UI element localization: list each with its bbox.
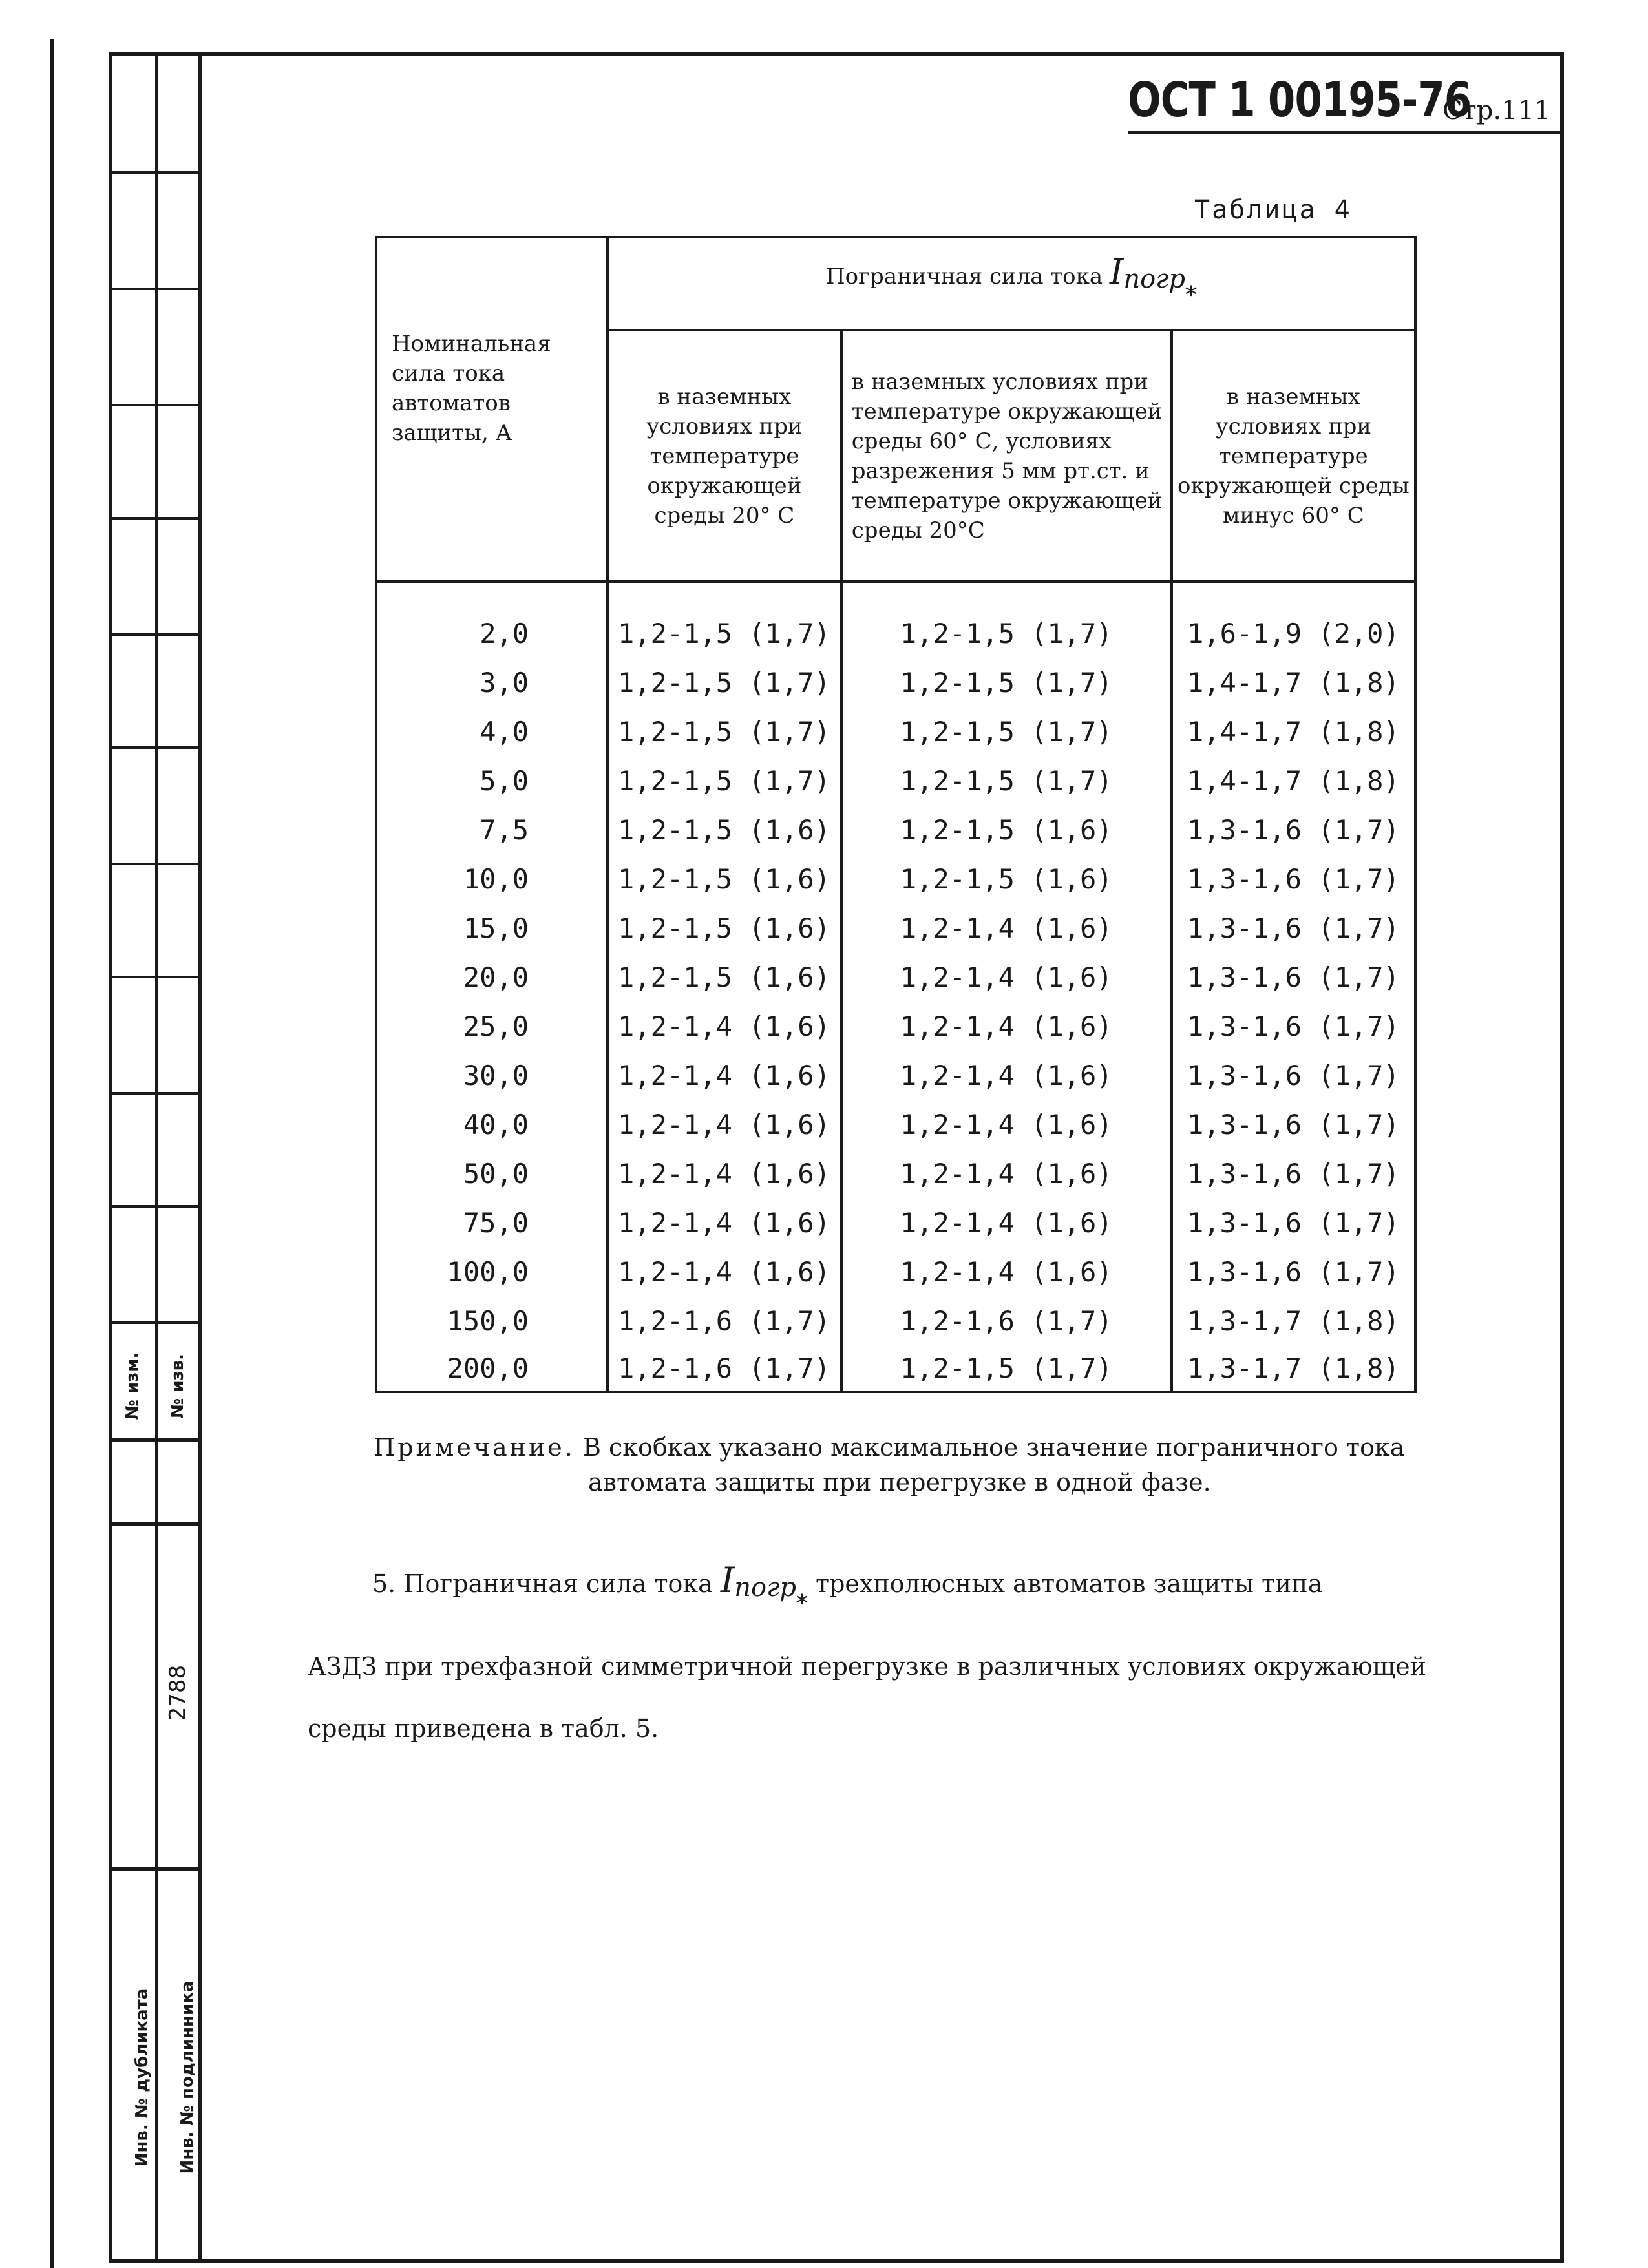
value-minus60c-cell: 1,6-1,9 (2,0)	[1172, 582, 1415, 658]
header-col-minus60c: в наземных условиях при температуре окружающей среды минус 60° С	[1172, 330, 1415, 582]
page-number: Стр.111	[1442, 96, 1551, 125]
stamp-divider	[109, 1205, 199, 1208]
nominal-current-cell: 25,0	[376, 1002, 607, 1051]
nominal-current-cell: 50,0	[376, 1149, 607, 1198]
frame-top-line	[109, 52, 1564, 56]
value-minus60c-cell: 1,3-1,6 (1,7)	[1172, 1051, 1415, 1100]
header-group-text: Пограничная сила тока	[826, 263, 1103, 289]
value-minus60c-cell: 1,4-1,7 (1,8)	[1172, 707, 1415, 756]
value-20c-cell: 1,2-1,6 (1,7)	[607, 1345, 841, 1392]
value-minus60c-cell: 1,3-1,7 (1,8)	[1172, 1296, 1415, 1345]
header-symbol: I	[1109, 251, 1124, 292]
value-minus60c-cell: 1,3-1,6 (1,7)	[1172, 1100, 1415, 1149]
table-row	[376, 1002, 1415, 1051]
value-20c-cell: 1,2-1,5 (1,7)	[607, 582, 841, 658]
table-row	[376, 756, 1415, 805]
stamp-divider	[109, 404, 199, 406]
stamp-divider	[109, 863, 199, 865]
table-row	[376, 805, 1415, 854]
nominal-current-cell: 5,0	[376, 756, 607, 805]
note-label: Примечание.	[374, 1433, 575, 1462]
stamp-divider	[109, 1438, 199, 1442]
nominal-current-cell: 200,0	[376, 1345, 607, 1392]
value-20c-cell: 1,2-1,4 (1,6)	[607, 1247, 841, 1296]
para-symbol: I	[720, 1560, 735, 1601]
header-col-20c: в наземных условиях при температуре окружающей среды 20° С	[607, 330, 841, 582]
value-60c-vacuum-cell: 1,2-1,5 (1,6)	[841, 854, 1172, 903]
para-subscript: погр	[734, 1573, 796, 1602]
value-minus60c-cell: 1,4-1,7 (1,8)	[1172, 756, 1415, 805]
nominal-current-cell: 2,0	[376, 582, 607, 658]
nominal-current-cell: 40,0	[376, 1100, 607, 1149]
stamp-divider	[109, 171, 199, 174]
revision-number-label: № изм.	[123, 1352, 142, 1420]
notice-number-label: № изв.	[168, 1354, 187, 1418]
table-row	[376, 1100, 1415, 1149]
value-minus60c-cell: 1,3-1,6 (1,7)	[1172, 952, 1415, 1002]
frame-bottom-line	[109, 2259, 1564, 2263]
value-60c-vacuum-cell: 1,2-1,6 (1,7)	[841, 1296, 1172, 1345]
value-minus60c-cell: 1,3-1,6 (1,7)	[1172, 903, 1415, 952]
value-60c-vacuum-cell: 1,2-1,4 (1,6)	[841, 1198, 1172, 1247]
current-table	[375, 236, 1417, 1393]
table-row	[376, 854, 1415, 903]
para-line3: среды приведена в табл. 5.	[308, 1714, 659, 1743]
frame-left-line	[109, 52, 112, 2262]
table-row	[376, 903, 1415, 952]
value-60c-vacuum-cell: 1,2-1,5 (1,7)	[841, 1345, 1172, 1392]
table-caption: Таблица 4	[1194, 195, 1352, 225]
table-row	[376, 658, 1415, 707]
nominal-current-cell: 15,0	[376, 903, 607, 952]
value-60c-vacuum-cell: 1,2-1,4 (1,6)	[841, 1247, 1172, 1296]
nominal-current-cell: 75,0	[376, 1198, 607, 1247]
nominal-current-cell: 30,0	[376, 1051, 607, 1100]
table-row	[376, 707, 1415, 756]
value-minus60c-cell: 1,3-1,6 (1,7)	[1172, 1198, 1415, 1247]
para-lead: 5. Пограничная сила тока	[372, 1570, 713, 1598]
value-20c-cell: 1,2-1,5 (1,6)	[607, 805, 841, 854]
header-star: *	[1185, 282, 1197, 309]
note-text-line2: автомата защиты при перегрузке в одной фазе.	[588, 1468, 1211, 1496]
value-20c-cell: 1,2-1,5 (1,6)	[607, 903, 841, 952]
document-code: ОСТ 1 00195-76	[1128, 72, 1472, 128]
header-nominal-current: Номинальная сила тока автоматов защиты, А	[376, 237, 607, 582]
value-60c-vacuum-cell: 1,2-1,4 (1,6)	[841, 1149, 1172, 1198]
value-20c-cell: 1,2-1,4 (1,6)	[607, 1002, 841, 1051]
value-minus60c-cell: 1,3-1,6 (1,7)	[1172, 1247, 1415, 1296]
value-minus60c-cell: 1,3-1,6 (1,7)	[1172, 1149, 1415, 1198]
stamp-divider	[109, 1321, 199, 1324]
table-row	[376, 1247, 1415, 1296]
value-60c-vacuum-cell: 1,2-1,5 (1,7)	[841, 658, 1172, 707]
value-20c-cell: 1,2-1,4 (1,6)	[607, 1149, 841, 1198]
value-60c-vacuum-cell: 1,2-1,5 (1,7)	[841, 756, 1172, 805]
para-star: *	[796, 1591, 808, 1617]
header-boundary-current	[607, 237, 1415, 330]
nominal-current-cell: 10,0	[376, 854, 607, 903]
value-20c-cell: 1,2-1,4 (1,6)	[607, 1051, 841, 1100]
value-20c-cell: 1,2-1,5 (1,7)	[607, 658, 841, 707]
nominal-current-cell: 20,0	[376, 952, 607, 1002]
stamp-divider	[109, 633, 199, 636]
value-20c-cell: 1,2-1,6 (1,7)	[607, 1296, 841, 1345]
value-60c-vacuum-cell: 1,2-1,5 (1,7)	[841, 707, 1172, 756]
value-minus60c-cell: 1,4-1,7 (1,8)	[1172, 658, 1415, 707]
value-60c-vacuum-cell: 1,2-1,4 (1,6)	[841, 1100, 1172, 1149]
value-20c-cell: 1,2-1,4 (1,6)	[607, 1198, 841, 1247]
value-20c-cell: 1,2-1,4 (1,6)	[607, 1100, 841, 1149]
nominal-current-cell: 150,0	[376, 1296, 607, 1345]
stamp-divider	[109, 746, 199, 749]
value-60c-vacuum-cell: 1,2-1,4 (1,6)	[841, 1002, 1172, 1051]
table-row	[376, 1198, 1415, 1247]
table-row	[376, 582, 1415, 658]
stamp-column-divider	[155, 52, 158, 2262]
nominal-current-cell: 100,0	[376, 1247, 607, 1296]
note-text: В скобках указано максимальное значение пограничного тока	[582, 1433, 1405, 1462]
header-subscript: погр	[1123, 264, 1185, 294]
stamp-divider	[109, 1867, 199, 1871]
value-minus60c-cell: 1,3-1,6 (1,7)	[1172, 805, 1415, 854]
para-rest1: трехполюсных автоматов защиты типа	[816, 1570, 1323, 1598]
frame-right-line	[1560, 52, 1564, 2262]
original-inventory-label: Инв. № подлинника	[178, 1980, 197, 2174]
para-line2: АЗДЗ при трехфазной симметричной перегрузке в различных условиях окружающей	[308, 1652, 1426, 1681]
stamp-divider	[109, 288, 199, 290]
stamp-divider	[109, 1522, 199, 1526]
table-row	[376, 1296, 1415, 1345]
value-minus60c-cell: 1,3-1,7 (1,8)	[1172, 1345, 1415, 1392]
page-left-edge-line	[50, 39, 54, 2268]
value-60c-vacuum-cell: 1,2-1,4 (1,6)	[841, 952, 1172, 1002]
paragraph-5	[308, 1549, 1471, 1759]
value-20c-cell: 1,2-1,5 (1,7)	[607, 707, 841, 756]
frame-inner-left-line	[198, 52, 202, 2262]
stamp-divider	[109, 976, 199, 978]
table-row	[376, 1149, 1415, 1198]
stamp-divider	[109, 517, 199, 520]
value-minus60c-cell: 1,3-1,6 (1,7)	[1172, 854, 1415, 903]
value-60c-vacuum-cell: 1,2-1,4 (1,6)	[841, 1051, 1172, 1100]
duplicate-inventory-label: Инв. № дубликата	[132, 1988, 152, 2167]
table-row	[376, 1051, 1415, 1100]
table-body	[376, 582, 1415, 1392]
stamp-divider	[109, 1092, 199, 1095]
header-underline	[1128, 131, 1561, 134]
table-row	[376, 952, 1415, 1002]
value-60c-vacuum-cell: 1,2-1,5 (1,6)	[841, 805, 1172, 854]
inventory-number: 2788	[165, 1664, 191, 1721]
nominal-current-cell: 3,0	[376, 658, 607, 707]
header-col-60c-vacuum: в наземных условиях при температуре окружающей среды 60° С, условиях разрежения 5 мм рт.ст. и температуре окружающей среды 20°С	[841, 330, 1172, 582]
table-note	[374, 1430, 1472, 1500]
nominal-current-cell: 4,0	[376, 707, 607, 756]
nominal-current-cell: 7,5	[376, 805, 607, 854]
value-20c-cell: 1,2-1,5 (1,7)	[607, 756, 841, 805]
value-minus60c-cell: 1,3-1,6 (1,7)	[1172, 1002, 1415, 1051]
table-row	[376, 1345, 1415, 1392]
value-20c-cell: 1,2-1,5 (1,6)	[607, 952, 841, 1002]
value-20c-cell: 1,2-1,5 (1,6)	[607, 854, 841, 903]
value-60c-vacuum-cell: 1,2-1,4 (1,6)	[841, 903, 1172, 952]
value-60c-vacuum-cell: 1,2-1,5 (1,7)	[841, 582, 1172, 658]
